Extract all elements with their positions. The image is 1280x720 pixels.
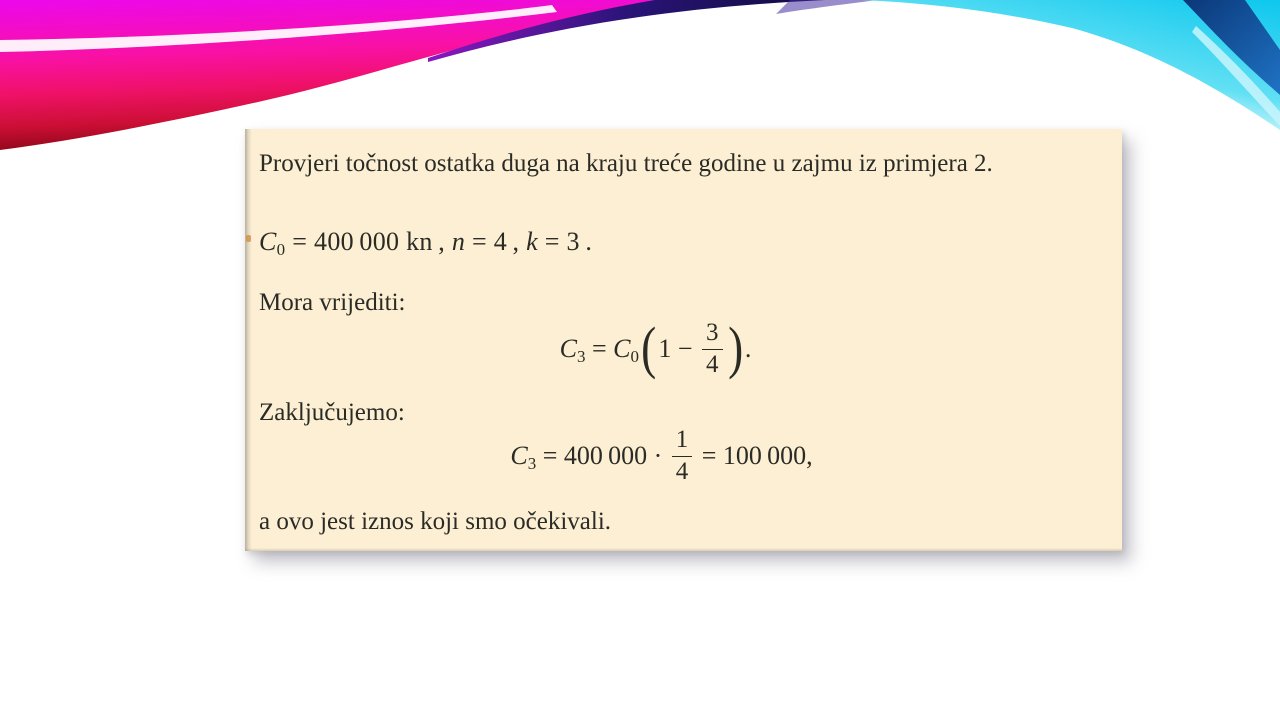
f1-fraction-numerator: 3 (702, 320, 723, 349)
card-scan-edge-bottom (245, 548, 1122, 551)
f1-period: . (744, 334, 752, 363)
f2-lhs-var: C (510, 441, 528, 470)
zakljucujemo-label: Zaključujemo: (259, 399, 405, 426)
f2-fraction-denominator: 4 (675, 457, 689, 485)
intro-text: Provjeri točnost ostatka duga na kraju treće godine u zajmu iz primjera 2. (259, 150, 993, 177)
outro-text: a ovo jest iznos koji smo očekivali. (259, 508, 612, 535)
f1-lhs-var: C (559, 334, 577, 363)
f1-fraction (702, 320, 723, 378)
content-card (245, 129, 1122, 551)
f1-close-paren: ) (727, 315, 743, 381)
f1-lhs-sub: 3 (577, 347, 586, 366)
given-values-line (259, 226, 1108, 259)
given-var-k: k (526, 227, 538, 256)
mora-vrijediti-label: Mora vrijediti: (259, 289, 406, 316)
f1-rhs-var: C (613, 334, 631, 363)
indigo-tail-shape (776, 0, 878, 14)
display-formula-2 (259, 422, 1108, 490)
f2-result: = 100 000, (695, 441, 813, 470)
given-k-value: = 3 . (537, 227, 593, 256)
f1-equals: = (585, 334, 614, 363)
given-c-value: = 400 000 kn , (285, 227, 452, 256)
f2-fraction (672, 427, 693, 485)
given-var-c: C (259, 227, 277, 256)
f1-one-minus: 1 − (658, 334, 700, 363)
card-scan-edge-left (245, 129, 252, 551)
f2-middle: = 400 000 · (536, 441, 669, 470)
f1-fraction-denominator: 4 (706, 350, 719, 378)
f1-rhs-sub: 0 (630, 347, 640, 366)
display-formula-1 (259, 317, 1108, 381)
f2-fraction-numerator: 1 (672, 427, 693, 456)
scan-artifact-dot (246, 235, 251, 242)
given-var-n: n (451, 227, 466, 256)
given-sub-0: 0 (276, 240, 286, 259)
given-n-value: = 4 , (465, 227, 527, 256)
f2-lhs-sub: 3 (527, 454, 537, 473)
f1-open-paren: ( (641, 315, 657, 381)
